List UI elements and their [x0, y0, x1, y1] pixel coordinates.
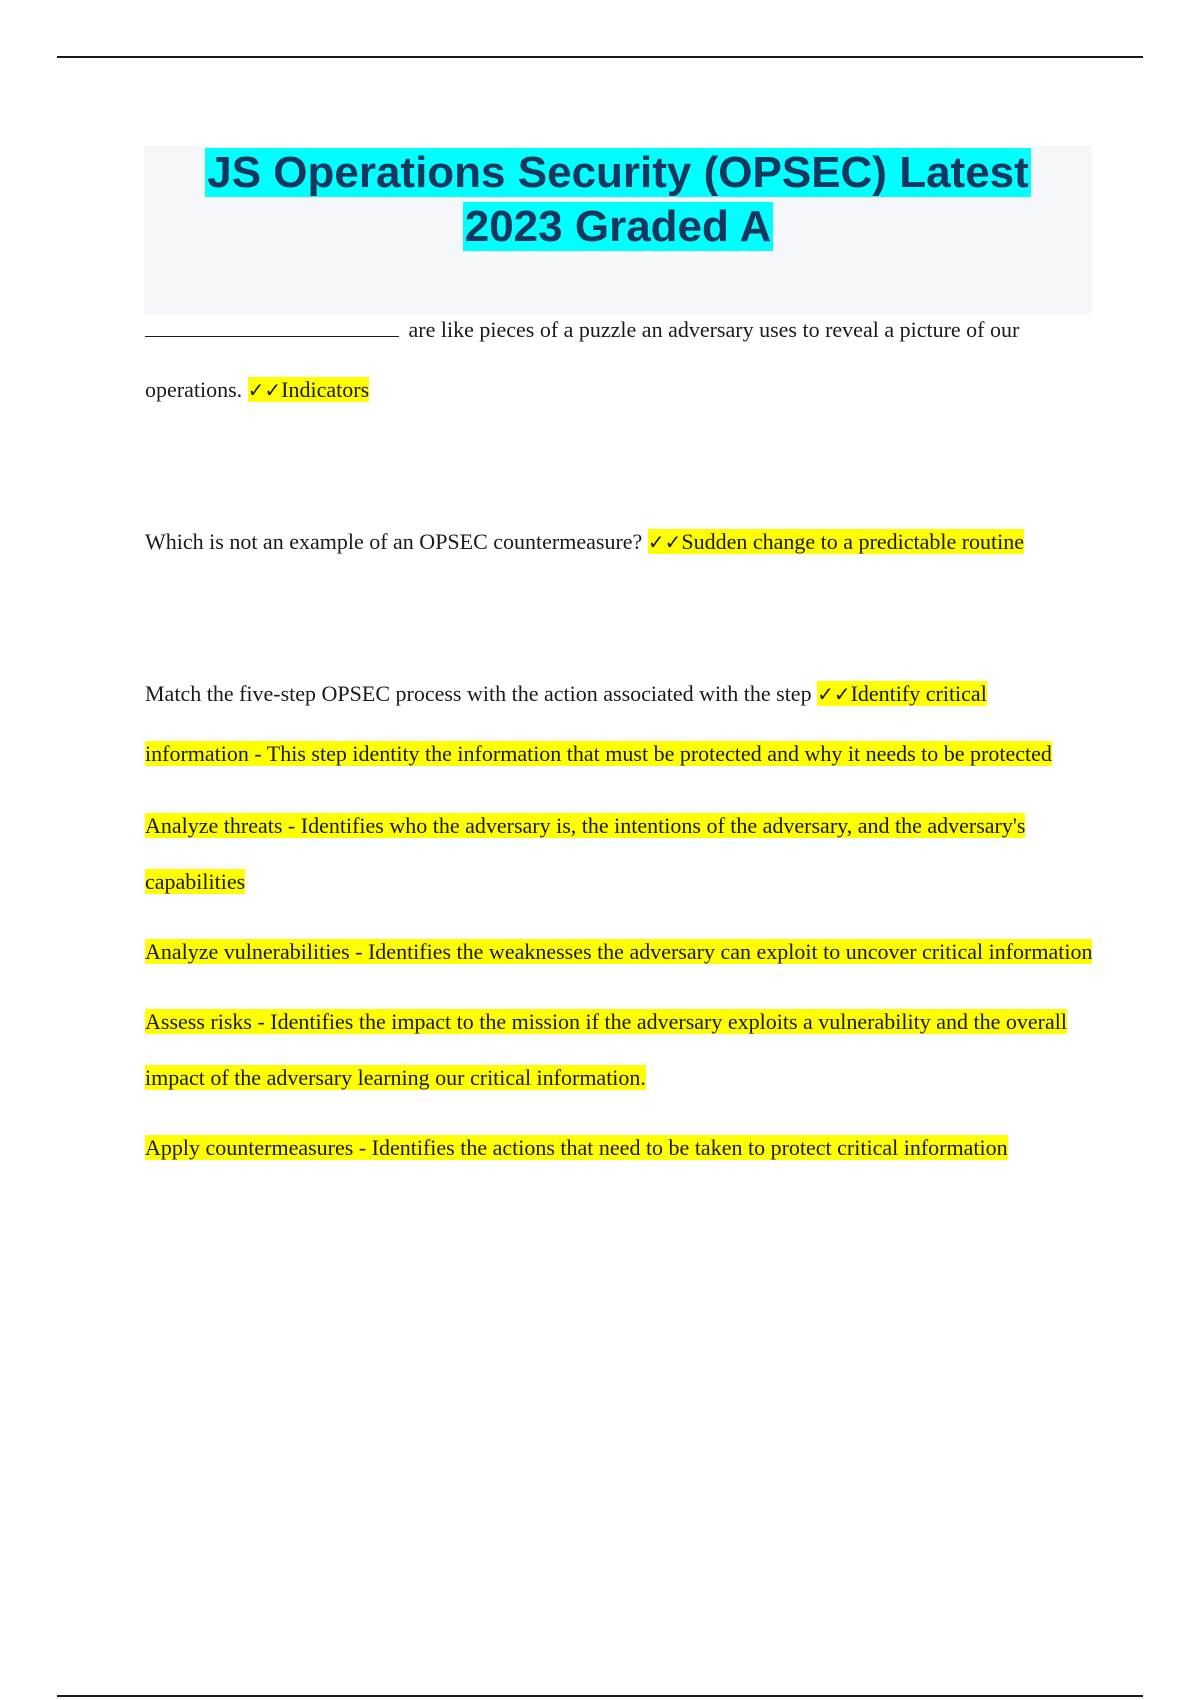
question-3-text: Match the five-step OPSEC process with the action associated with the step: [145, 681, 812, 706]
opsec-step-4: [145, 994, 1095, 1106]
title-line-1: JS Operations Security (OPSEC) Latest: [207, 148, 1029, 197]
double-check-icon: ✓✓: [817, 682, 851, 706]
answer-2: [648, 529, 1024, 554]
question-3: [145, 664, 1095, 784]
opsec-step-3-text: Analyze vulnerabilities - Identifies the weaknesses the adversary can exploit to uncover critical information: [145, 939, 1093, 964]
answer-1-text: Indicators: [281, 377, 370, 402]
question-1-text: are like pieces of a puzzle an adversary uses to reveal a picture of our operations.: [145, 317, 1020, 402]
title-band: [144, 146, 1092, 314]
question-1: [145, 300, 1095, 420]
opsec-step-3: [145, 924, 1095, 980]
question-2: [145, 512, 1095, 572]
opsec-step-4-text: Assess risks - Identifies the impact to the mission if the adversary exploits a vulnerability and the overall impact of the adversary learning our critical information.: [145, 1009, 1067, 1090]
title-line-2: 2023 Graded A: [464, 202, 772, 251]
opsec-step-2: [145, 798, 1095, 910]
double-check-icon: ✓✓: [647, 530, 682, 554]
opsec-step-5: [145, 1120, 1095, 1176]
question-2-text: Which is not an example of an OPSEC countermeasure?: [145, 529, 643, 554]
opsec-step-2-text: Analyze threats - Identifies who the adversary is, the intentions of the adversary, and the adversary's capabilities: [145, 813, 1026, 894]
bottom-rule: [57, 1695, 1143, 1697]
answer-2-text: Sudden change to a predictable routine: [681, 529, 1025, 554]
double-check-icon: ✓✓: [247, 378, 282, 402]
answer-blank: [145, 316, 399, 337]
answer-3-text: Identify critical information - This step identity the information that must be protected and why it needs to be protected: [145, 681, 1052, 766]
document-title: [144, 146, 1092, 254]
top-rule: [57, 56, 1143, 58]
opsec-step-5-text: Apply countermeasures - Identifies the actions that need to be taken to protect critical information: [145, 1135, 1008, 1160]
document-body: [145, 300, 1095, 1176]
answer-1: [248, 377, 369, 402]
